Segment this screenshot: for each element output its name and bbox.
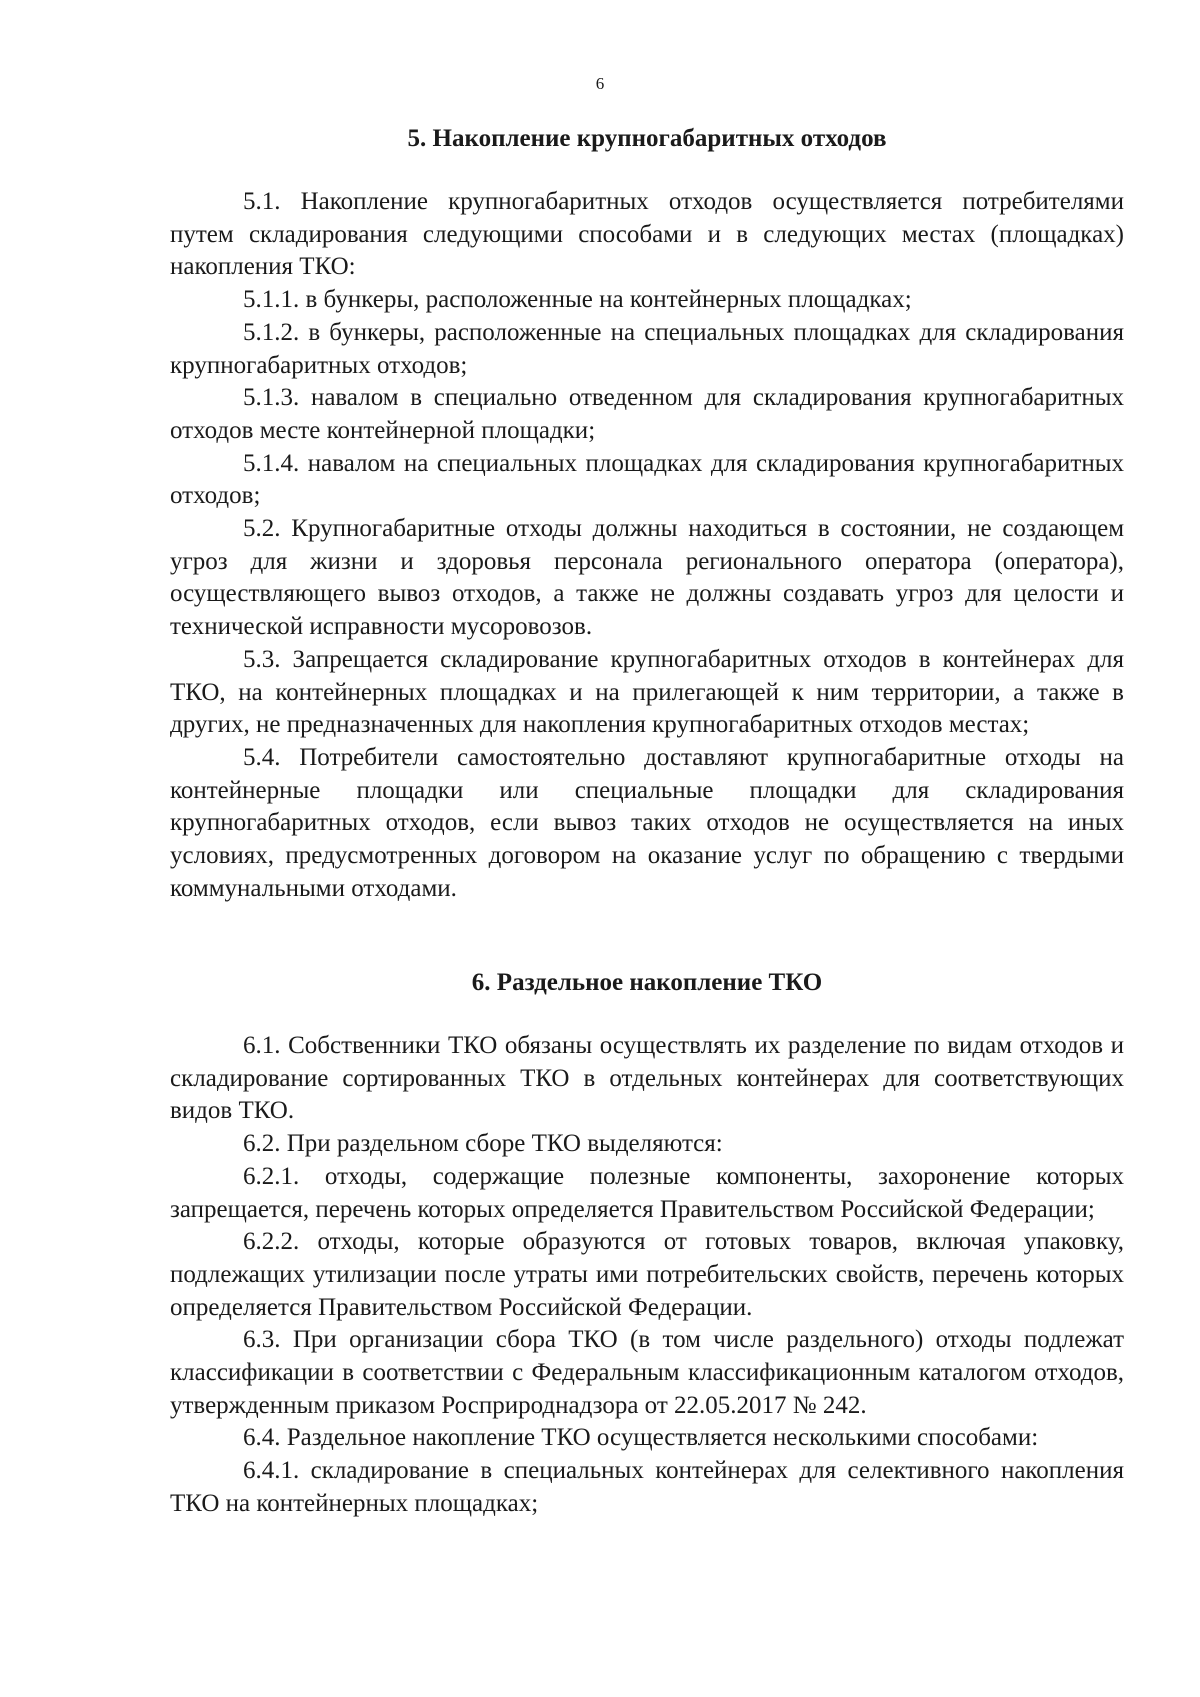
paragraph-5-1-2 <box>170 317 1124 382</box>
paragraph-number: 5.1.2. <box>243 318 300 346</box>
paragraph-5-1-3 <box>170 382 1124 447</box>
paragraph-number: 5.1.3. <box>243 384 300 412</box>
paragraph-number: 5.4. <box>243 743 281 771</box>
paragraph-text: При раздельном сборе ТКО выделяются: <box>286 1130 723 1158</box>
section-5-title: 5. Накопление крупногабаритных отходов <box>407 125 887 152</box>
paragraph-6-2-2 <box>170 1226 1124 1324</box>
section-5-body <box>170 186 1124 905</box>
paragraph-5-3 <box>170 644 1124 742</box>
paragraph-number: 5.2. <box>243 515 281 543</box>
paragraph-5-1 <box>170 186 1124 284</box>
paragraph-text: Накопление крупногабаритных отходов осуществляется потребителями путем складирования следующими способами и в следующих местах (площадках) накопления ТКО: <box>170 188 1125 281</box>
section-6-body <box>170 1030 1124 1521</box>
paragraph-5-1-1 <box>170 284 1124 317</box>
paragraph-text: в бункеры, расположенные на специальных площадках для складирования крупногабаритных отходов; <box>170 318 1125 379</box>
paragraph-number: 6.2.2. <box>243 1228 300 1256</box>
paragraph-text: отходы, которые образуются от готовых товаров, включая упаковку, подлежащих утилизации после утраты ими потребительских свойств, перечень которых определяется Правительством Российской Федерации. <box>170 1228 1124 1321</box>
section-6-title: 6. Раздельное накопление ТКО <box>471 969 823 996</box>
paragraph-text: Раздельное накопление ТКО осуществляется несколькими способами: <box>286 1424 1039 1452</box>
paragraph-5-2 <box>170 513 1124 644</box>
paragraph-6-1 <box>170 1030 1124 1128</box>
paragraph-number: 5.1.1. <box>243 286 300 314</box>
paragraph-5-1-4 <box>170 448 1124 513</box>
paragraph-number: 6.3. <box>243 1326 281 1354</box>
page-number: 6 <box>595 74 605 93</box>
paragraph-text: в бункеры, расположенные на контейнерных площадках; <box>305 286 912 314</box>
paragraph-text: навалом в специально отведенном для складирования крупногабаритных отходов месте контейнерной площадки; <box>170 384 1125 444</box>
paragraph-number: 5.1.4. <box>243 449 300 477</box>
paragraph-text: При организации сбора ТКО (в том числе раздельного) отходы подлежат классификации в соответствии с Федеральным классификационным каталогом отходов, утвержденным приказом Росприроднадзора от 22.05.2017 № 242. <box>170 1326 1125 1419</box>
paragraph-number: 5.1. <box>243 188 281 215</box>
paragraph-text: Запрещается складирование крупногабаритных отходов в контейнерах для ТКО, на контейнерных площадках и на прилегающей к ним территории, а также в других, не предназначенных для накопления крупногабаритных отходов местах; <box>170 645 1125 739</box>
paragraph-6-2 <box>170 1128 1124 1161</box>
paragraph-number: 6.1. <box>243 1032 281 1059</box>
paragraph-number: 6.4.1. <box>243 1457 300 1485</box>
paragraph-text: навалом на специальных площадках для складирования крупногабаритных отходов; <box>170 449 1125 510</box>
paragraph-text: Крупногабаритные отходы должны находиться в состоянии, не создающем угроз для жизни и здоровья персонала регионального оператора (оператора), осуществляющего вывоз отходов, а также не должны создавать угроз для целости и технической исправности мусоровозов. <box>170 515 1125 641</box>
paragraph-text: складирование в специальных контейнерах для селективного накопления ТКО на контейнерных площадках; <box>170 1457 1125 1517</box>
paragraph-6-2-1 <box>170 1161 1124 1226</box>
paragraph-text: отходы, содержащие полезные компоненты, захоронение которых запрещается, перечень которых определяется Правительством Российской Федерации; <box>170 1162 1125 1223</box>
paragraph-number: 5.3. <box>243 645 281 673</box>
paragraph-6-4 <box>170 1422 1124 1455</box>
paragraph-number: 6.4. <box>243 1424 281 1452</box>
paragraph-text: Собственники ТКО обязаны осуществлять их разделение по видам отходов и складирование сортированных ТКО в отдельных контейнерах для соответствующих видов ТКО. <box>170 1032 1124 1125</box>
paragraph-5-4 <box>170 742 1124 906</box>
paragraph-6-4-1 <box>170 1455 1124 1520</box>
paragraph-text: Потребители самостоятельно доставляют крупногабаритные отходы на контейнерные площадки или специальные площадки для складирования крупногабаритных отходов, если вывоз таких отходов не осуществляется на иных условиях, предусмотренных договором на оказание услуг по обращению с твердыми коммунальными отходами. <box>170 743 1124 902</box>
paragraph-number: 6.2. <box>243 1130 281 1158</box>
paragraph-number: 6.2.1. <box>243 1162 300 1190</box>
paragraph-6-3 <box>170 1324 1124 1422</box>
